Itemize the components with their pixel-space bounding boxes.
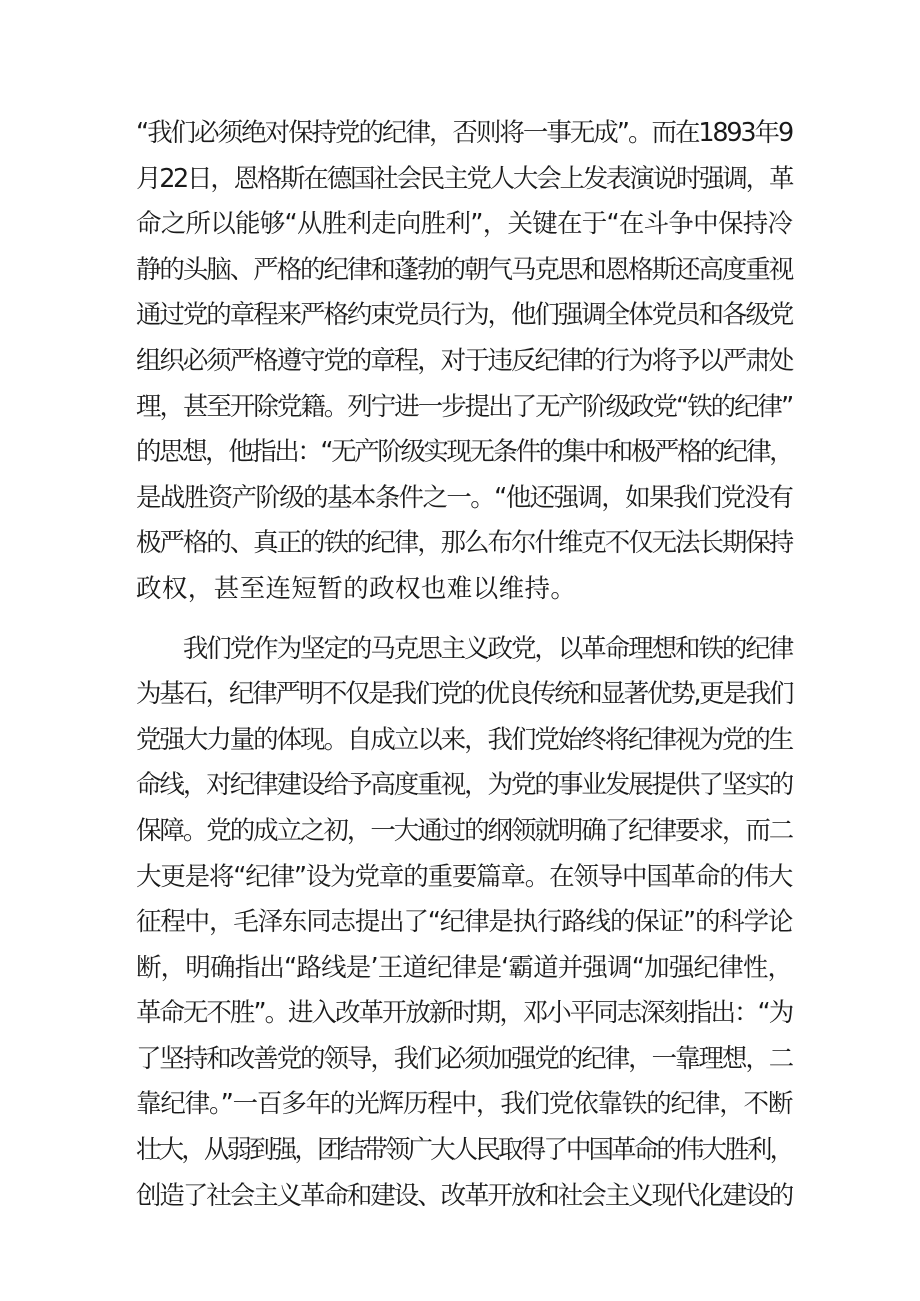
text-line: 党强大力量的体现。自成立以来，我们党始终将纪律视为党的生 [136, 724, 792, 755]
text-line: “我们必须绝对保持党的纪律，否则将一事无成”。而在1893年9 [136, 118, 792, 148]
text-line: 为基石，纪律严明不仅是我们党的优良传统和显著优势,更是我们 [136, 679, 792, 710]
text-line: 组织必须严格遵守党的章程，对于违反纪律的行为将予以严肃处 [136, 345, 792, 376]
text-line: 我们党作为坚定的马克思主义政党，以革命理想和铁的纪律 [136, 633, 792, 664]
text-line: 是战胜资产阶级的基本条件之一。“他还强调，如果我们党没有 [136, 482, 792, 513]
text-line: 命之所以能够“从胜利走向胜利”，关键在于“在斗争中保持冷 [136, 209, 792, 240]
body-text [136, 111, 792, 1219]
text-line: 创造了社会主义革命和建设、改革开放和社会主义现代化建设的 [136, 1180, 792, 1211]
text-line: 大更是将“纪律”设为党章的重要篇章。在领导中国革命的伟大 [136, 861, 792, 892]
text-line: 革命无不胜”。进入改革开放新时期，邓小平同志深刻指出：“为 [136, 998, 792, 1029]
text-line: 的思想，他指出：“无产阶级实现无条件的集中和极严格的纪律， [136, 437, 792, 468]
text-line: 静的头脑、严格的纪律和蓬勃的朝气马克思和恩格斯还高度重视 [136, 254, 792, 285]
text-line: 靠纪律。”一百多年的光辉历程中，我们党依靠铁的纪律，不断 [136, 1089, 792, 1120]
text-line: 保障。党的成立之初，一大通过的纲领就明确了纪律要求，而二 [136, 815, 792, 846]
text-line: 征程中，毛泽东同志提出了“纪律是执行路线的保证”的科学论 [136, 907, 792, 938]
paragraph-1 [136, 111, 792, 613]
text-line: 通过党的章程来严格约束党员行为，他们强调全体党员和各级党 [136, 300, 792, 331]
text-line: 理，甚至开除党籍。列宁进一步提出了无产阶级政党“铁的纪律” [136, 391, 792, 422]
text-line: 了坚持和改善党的领导，我们必须加强党的纪律，一靠理想，二 [136, 1043, 792, 1074]
text-line: 断，明确指出“路线是’王道纪律是‘霸道并强调“加强纪律性， [136, 952, 792, 983]
paragraph-2 [136, 627, 792, 1220]
paragraph-spacer [136, 613, 792, 627]
text-line: 命线，对纪律建设给予高度重视，为党的事业发展提供了坚实的 [136, 770, 792, 801]
text-line: 月22日，恩格斯在德国社会民主党人大会上发表演说时强调，革 [136, 163, 792, 194]
text-line: 政权，甚至连短暂的政权也难以维持。 [136, 573, 577, 604]
text-line: 极严格的、真正的铁的纪律，那么布尔什维克不仅无法长期保持 [136, 528, 792, 559]
text-line: 壮大，从弱到强，团结带领广大人民取得了中国革命的伟大胜利， [136, 1135, 792, 1166]
